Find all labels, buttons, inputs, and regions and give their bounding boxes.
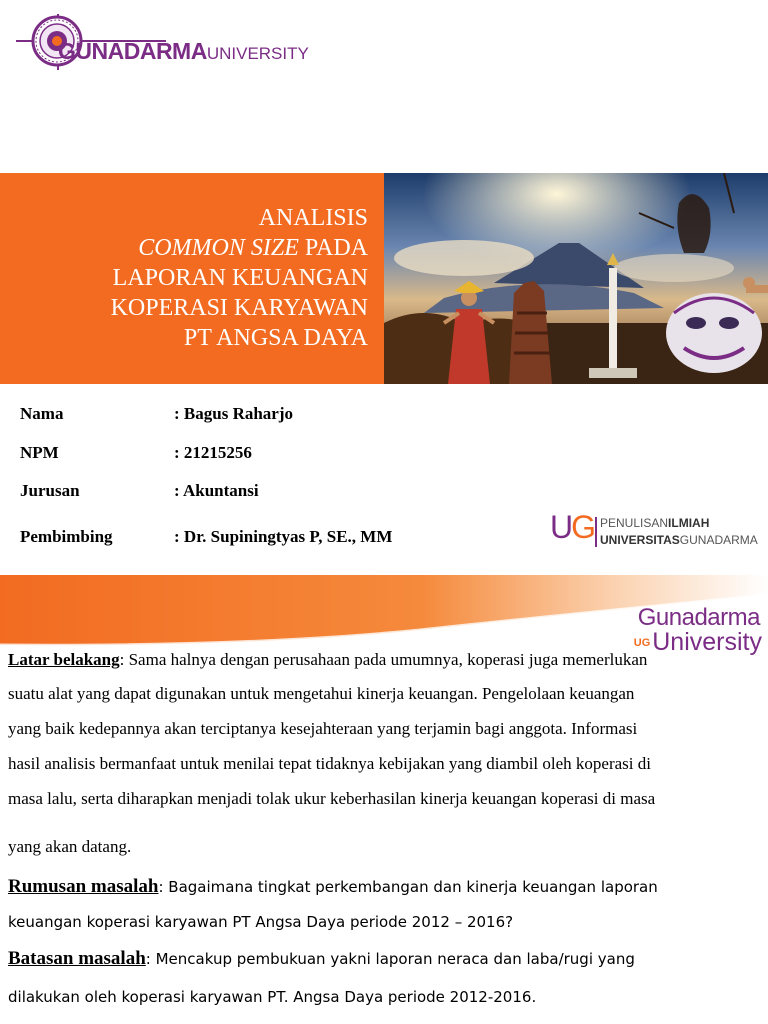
rumusan-line-1: keuangan koperasi karyawan PT Angsa Daya periode 2012 – 2016? <box>8 913 514 931</box>
title-band <box>0 173 384 384</box>
latar-line-2: yang baik kedepannya akan terciptanya kesejahteraan yang terjamin bagi anggota. Informasi <box>8 719 638 738</box>
info-value: : Dr. Supiningtyas P, SE., MM <box>174 527 393 546</box>
info-label: NPM <box>20 443 59 462</box>
rumusan-text: : Bagaimana tingkat perkembangan dan kinerja keuangan laporan <box>158 878 658 896</box>
batasan-text: : Mencakup pembukuan yakni laporan neraca dan laba/rugi yang <box>145 950 635 968</box>
ug-logo-line-2 <box>600 533 758 547</box>
title-italic: COMMON SIZE <box>138 235 299 261</box>
gu-logo-university: University <box>652 628 762 656</box>
info-value: : 21215256 <box>174 443 252 462</box>
latar-line-3: hasil analisis bermanfaat untuk menilai tepat tidaknya kebijakan yang diambil oleh koperasi di <box>8 754 651 773</box>
title-line-3: LAPORAN KEUANGAN <box>112 265 368 291</box>
ug-line1-b: ILMIAH <box>668 516 710 530</box>
info-label: Jurusan <box>20 481 80 500</box>
logo-brand-name: GUNADARMA <box>58 38 207 64</box>
gu-logo-line-1: Gunadarma <box>637 604 760 631</box>
rumusan-masalah-heading: Rumusan masalah <box>8 876 159 897</box>
ug-g: G <box>571 509 594 545</box>
rumusan-line-0 <box>8 876 658 898</box>
logo-brand-suffix: UNIVERSITY <box>206 44 309 63</box>
latar-line-5: yang akan datang. <box>8 837 132 856</box>
latar-belakang-heading: Latar belakang <box>8 650 120 669</box>
batasan-line-0 <box>8 948 635 970</box>
info-value: : Bagus Raharjo <box>174 404 294 423</box>
photo-illustration <box>384 173 768 384</box>
gunadarma-logo <box>14 12 309 74</box>
document-title <box>111 203 368 353</box>
title-line-2-rest: PADA <box>298 235 368 261</box>
latar-line-1: suatu alat yang dapat digunakan untuk mengetahui kinerja keuangan. Pengelolaan keuangan <box>8 684 635 703</box>
info-label: Nama <box>20 404 64 423</box>
logo-brand <box>58 38 309 65</box>
title-line-2 <box>111 233 368 263</box>
title-line-1: ANALISIS <box>258 205 368 231</box>
gu-logo-ug: UG <box>633 637 651 650</box>
penulisan-ilmiah-logo <box>550 509 760 553</box>
ug-monogram <box>550 509 594 546</box>
latar-line-0 <box>8 650 647 670</box>
ug-logo-line-1 <box>600 516 709 530</box>
ug-line2-b: GUNADARMA <box>679 533 758 547</box>
ug-logo-divider <box>595 517 597 547</box>
batasan-line-1: dilakukan oleh koperasi karyawan PT. Angsa Daya periode 2012-2016. <box>8 988 537 1006</box>
latar-text: : Sama halnya dengan perusahaan pada umumnya, koperasi juga memerlukan <box>119 650 648 669</box>
latar-line-4: masa lalu, serta diharapkan menjadi tolak ukur keberhasilan kinerja keuangan koperasi di masa <box>8 789 656 808</box>
ug-line1-a: PENULISAN <box>600 516 669 530</box>
title-line-4: KOPERASI KARYAWAN <box>110 295 368 321</box>
culture-photo-collage <box>384 173 768 384</box>
info-value: : Akuntansi <box>174 481 259 500</box>
ug-line2-a: UNIVERSITAS <box>600 533 680 547</box>
ug-u: U <box>550 509 572 545</box>
gunadarma-university-logo <box>628 604 768 660</box>
info-label: Pembimbing <box>20 527 113 546</box>
batasan-masalah-heading: Batasan masalah <box>8 948 146 969</box>
gu-logo-line-2 <box>634 628 762 657</box>
title-line-5: PT ANGSA DAYA <box>183 325 368 351</box>
